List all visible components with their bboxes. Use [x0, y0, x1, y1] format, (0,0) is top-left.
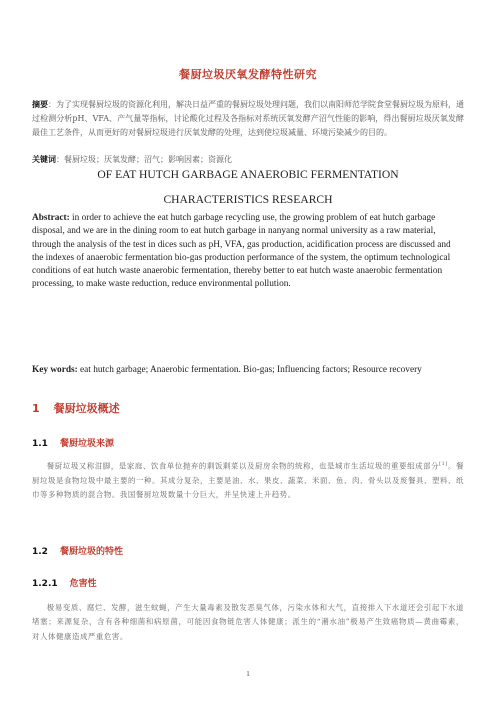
page-number: 1 [246, 670, 250, 678]
section-title: 餐厨垃圾来源 [59, 439, 114, 449]
section-number: 1 [32, 402, 40, 415]
paper-title-cn: 餐厨垃圾厌氧发酵特性研究 [179, 68, 317, 81]
keywords-cn-label: 关键词 [32, 155, 56, 164]
section-heading-1-2 [32, 544, 464, 557]
citation-ref: [1] [439, 461, 448, 467]
section-title: 餐厨垃圾的特性 [59, 547, 123, 557]
section-number: 1.2 [32, 547, 48, 557]
section-title: 危害性 [69, 579, 97, 589]
section-heading-1 [32, 400, 464, 416]
paragraph-source [32, 457, 464, 503]
paper-title-en-line1: OF EAT HUTCH GARBAGE ANAEROBIC FERMENTATION [97, 168, 399, 181]
paragraph-text: 餐厨垃圾又称泔脚，是家庭、饮食单位抛弃的剩饭剩菜以及厨房余物的统称，也是城市生活垃圾的重要组成部分 [46, 461, 440, 471]
abstract-en-label: Abstract: [32, 213, 70, 223]
abstract-en [32, 212, 464, 292]
abstract-cn-text: ：为了实现餐厨垃圾的资源化利用，解决日益严重的餐厨垃圾处理问题，我们以南阳师范学院食堂餐厨垃圾为原料，通过检测分析pH、VFA、产气量等指标，讨论酸化过程及各指标对系统厌氧发酵产沼气性能的影响，得出餐厨垃圾厌氧发酵最佳工艺条件，从而更好的对餐厨垃圾进行厌氧发酵的处理，达到使垃圾减量、环境污染减少的目的。 [32, 100, 464, 138]
keywords-cn-text: ：餐厨垃圾；厌氧发酵；沼气；影响因素；资源化 [56, 155, 232, 164]
abstract-cn-label: 摘要 [32, 100, 48, 109]
section-heading-1-1 [32, 436, 464, 449]
keywords-en-label: Key words: [32, 365, 78, 375]
paragraph-text: 。餐厨垃圾是食物垃圾中最主要的一种。其成分复杂，主要是油、水、果皮、蔬菜、米面、鱼、肉、骨头以及废餐具、塑料、纸巾等多种物质的混合物。我国餐厨垃圾数量十分巨大，并呈快速上升趋势。 [32, 461, 464, 500]
section-title: 餐厨垃圾概述 [53, 402, 120, 415]
section-number: 1.2.1 [32, 579, 58, 589]
abstract-en-text: in order to achieve the eat hutch garbage recycling use, the growing problem of eat hutch garbage disposal, and we are in the dining room to eat hutch garbage in nanyang normal university as a raw material, through the analysis of the test in dices such as pH, VFA, gas production, acidification process are discussed and the indexes of anaerobic fermentation bio-gas production performance of the system, the optimum technological conditions of eat hutch waste anaerobic fermentation, thereby better to eat hutch waste anaerobic fermentation processing, to make waste reduction, reduce environmental pollution. [32, 213, 451, 290]
section-heading-1-2-1 [32, 576, 464, 589]
keywords-en-text: eat hutch garbage; Anaerobic fermentation. Bio-gas; Influencing factors; Resource recovery [77, 365, 422, 375]
keywords-en [32, 364, 464, 377]
section-number: 1.1 [32, 439, 48, 449]
paragraph-hazard: 极易变质、腐烂、发酵，滋生蚊蝇，产生大量毒素及散发恶臭气体，污染水体和大气，直接排入下水道还会引起下水道堵塞；来源复杂，含有各种细菌和病原菌，可能因食物链危害人体健康；派生的“潲水油”极易产生致癌物质—黄曲霉素，对人体健康造成严重危害。 [32, 603, 464, 641]
paper-title-en-line2: CHARACTERISTICS RESEARCH [163, 193, 333, 206]
keywords-cn [32, 154, 464, 166]
abstract-cn [32, 98, 464, 141]
